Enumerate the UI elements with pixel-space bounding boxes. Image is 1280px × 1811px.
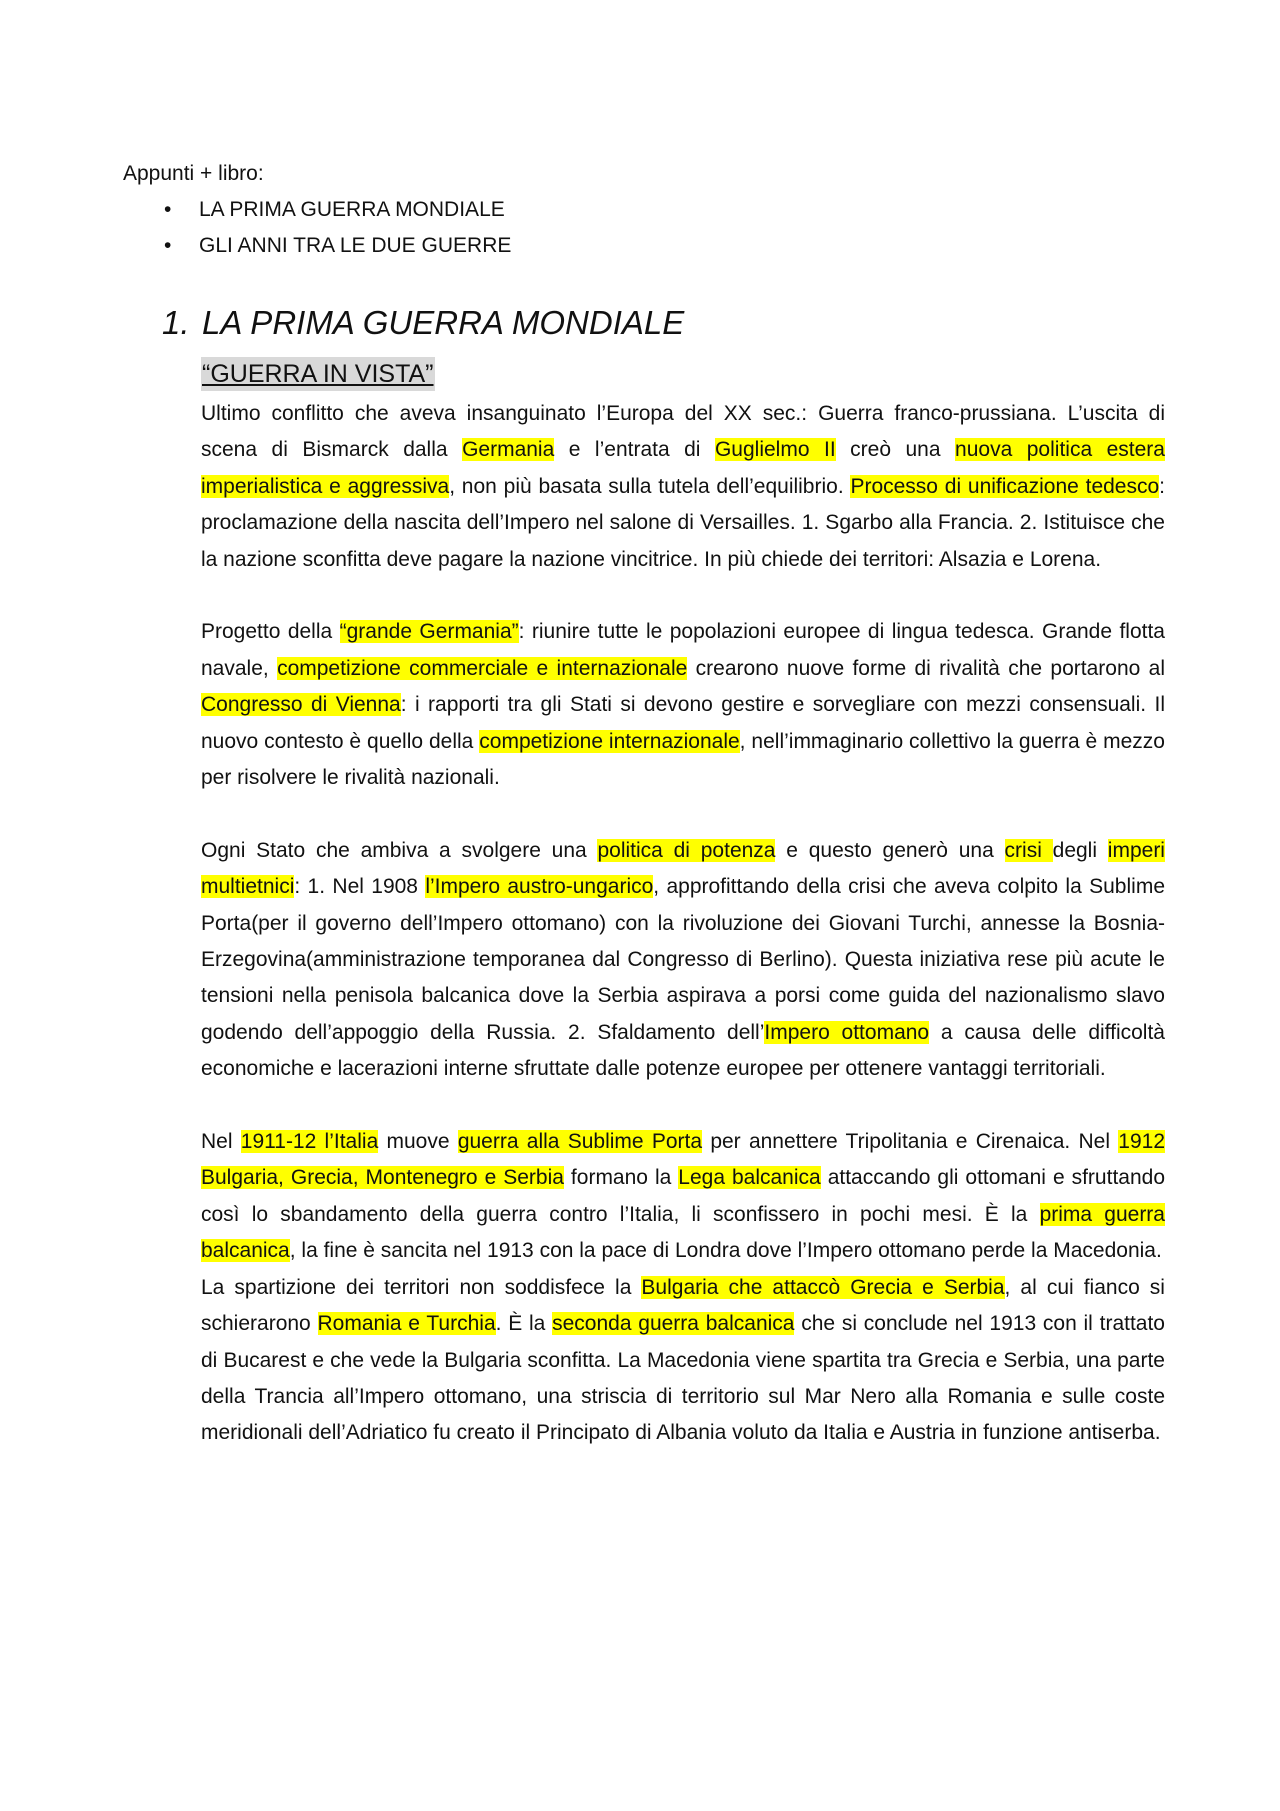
text-run: : i rapporti tra gli Stati si devono gestire e sorvegliare con mezzi consensuali. Il nuovo contesto è quello della bbox=[201, 693, 1165, 753]
highlighted-text: competizione commerciale e internazionale bbox=[277, 656, 688, 680]
chapter-number: 1. bbox=[162, 304, 190, 341]
text-run: creò una bbox=[835, 438, 956, 462]
topic-list bbox=[123, 192, 511, 264]
text-run: formano la bbox=[563, 1166, 679, 1190]
highlighted-text: seconda guerra balcanica bbox=[552, 1312, 795, 1336]
paragraph bbox=[201, 1270, 1165, 1452]
highlighted-text: Impero ottomano bbox=[764, 1020, 930, 1044]
highlighted-text: l’Impero austro-ungarico bbox=[425, 875, 654, 899]
highlighted-text: Processo di unificazione tedesco bbox=[850, 474, 1160, 498]
text-run: : proclamazione della nascita dell’Impero nel salone di Versailles. 1. Sgarbo alla Francia. 2. Istituisce che la nazione sconfitta deve pagare la nazione vincitrice. In più chiede dei territori: Alsazia e Lorena. bbox=[201, 474, 1165, 571]
highlighted-text: Bulgaria che attaccò Grecia e Serbia bbox=[641, 1275, 1005, 1299]
text-run: , nell’immaginario collettivo la guerra è mezzo per risolvere le rivalità nazionali. bbox=[201, 729, 1165, 790]
highlighted-text: 1911-12 l’Italia bbox=[240, 1130, 379, 1154]
highlighted-text: politica di potenza bbox=[597, 838, 776, 862]
bullet-icon: • bbox=[164, 198, 172, 221]
section-title: “GUERRA IN VISTA” bbox=[201, 357, 435, 391]
text-run: e l’entrata di bbox=[554, 438, 715, 462]
text-run: La spartizione dei territori non soddisfece la bbox=[201, 1275, 642, 1299]
topic-item bbox=[123, 228, 511, 264]
intro-block bbox=[123, 156, 511, 264]
intro-label: Appunti + libro: bbox=[123, 162, 264, 185]
text-run: Progetto della bbox=[201, 620, 340, 644]
highlighted-text: prima guerra balcanica bbox=[201, 1202, 1165, 1263]
text-run: per annettere Tripolitania e Cirenaica. Nel bbox=[702, 1130, 1119, 1154]
text-run: . È la bbox=[495, 1312, 553, 1336]
text-run: Ogni Stato che ambiva a svolgere una bbox=[201, 838, 598, 862]
text-run: muove bbox=[378, 1130, 458, 1154]
highlighted-text: competizione internazionale bbox=[479, 729, 740, 753]
text-run: attaccando gli ottomani e sfruttando così lo sbandamento della guerra contro l’Italia, li sconfissero in pochi mesi. È la bbox=[201, 1166, 1165, 1226]
text-run: Nel bbox=[201, 1130, 241, 1154]
highlighted-text: “grande Germania” bbox=[339, 620, 519, 644]
highlighted-text: Romania e Turchia bbox=[317, 1312, 496, 1336]
chapter-title: LA PRIMA GUERRA MONDIALE bbox=[202, 304, 685, 341]
highlighted-text: nuova politica estera imperialistica e aggressiva bbox=[201, 438, 1165, 498]
highlighted-text: Lega balcanica bbox=[678, 1166, 821, 1190]
paragraph bbox=[201, 396, 1165, 578]
highlighted-text: guerra alla Sublime Porta bbox=[457, 1130, 703, 1154]
highlighted-text: 1912 Bulgaria, Grecia, Montenegro e Serbia bbox=[201, 1130, 1165, 1190]
highlighted-text: crisi bbox=[1004, 838, 1053, 862]
text-run: crearono nuove forme di rivalità che portarono al bbox=[687, 656, 1166, 680]
chapter-heading bbox=[162, 301, 684, 345]
paragraph bbox=[201, 1124, 1165, 1270]
text-run: , al cui fianco si schierarono bbox=[201, 1275, 1165, 1336]
text-run: , la fine è sancita nel 1913 con la pace di Londra dove l’Impero ottomano perde la Macedonia. bbox=[289, 1239, 1162, 1263]
body-text bbox=[201, 396, 1165, 1452]
topic-label: LA PRIMA GUERRA MONDIALE bbox=[199, 198, 505, 221]
text-run: , non più basata sulla tutela dell’equilibrio. bbox=[449, 474, 851, 498]
highlighted-text: Germania bbox=[462, 438, 555, 462]
highlighted-text: Congresso di Vienna bbox=[201, 693, 401, 717]
topic-item bbox=[123, 192, 511, 228]
text-run: che si conclude nel 1913 con il trattato di Bucarest e che vede la Bulgaria sconfitta. La Macedonia viene spartita tra Grecia e Serbia, una parte della Trancia all’Impero ottomano, una striscia di territorio sul Mar Nero alla Romania e sulle coste meridionali dell’Adriatico fu creato il Principato di Albania voluto da Italia e Austria in funzione antiserba. bbox=[201, 1312, 1165, 1445]
text-run: e questo generò una bbox=[775, 838, 1005, 862]
paragraph bbox=[201, 833, 1165, 1088]
text-run: , approfittando della crisi che aveva colpito la Sublime Porta(per il governo dell’Impero ottomano) con la rivoluzione dei Giovani Turchi, annesse la Bosnia-Erzegovina(amministrazione temporanea dal Congresso di Berlino). Questa iniziativa rese più acute le tensioni nella penisola balcanica dove la Serbia aspirava a porsi come guida del nazionalismo slavo godendo dell’appoggio della Russia. 2. Sfaldamento dell’ bbox=[201, 875, 1165, 1044]
bullet-icon: • bbox=[164, 234, 172, 257]
text-run: : riunire tutte le popolazioni europee di lingua tedesca. Grande flotta navale, bbox=[201, 620, 1165, 680]
topic-label: GLI ANNI TRA LE DUE GUERRE bbox=[199, 234, 512, 257]
text-run: a causa delle difficoltà economiche e lacerazioni interne sfruttate dalle potenze europee per ottenere vantaggi territoriali. bbox=[201, 1020, 1165, 1081]
highlighted-text: Guglielmo II bbox=[714, 438, 836, 462]
highlighted-text: imperi multietnici bbox=[201, 838, 1165, 899]
paragraph bbox=[201, 614, 1165, 796]
text-run: degli bbox=[1052, 838, 1108, 862]
text-run: Ultimo conflitto che aveva insanguinato l’Europa del XX sec.: Guerra franco-prussiana. L’uscita di scena di Bismarck dalla bbox=[201, 402, 1165, 462]
text-run: : 1. Nel 1908 bbox=[294, 875, 426, 899]
